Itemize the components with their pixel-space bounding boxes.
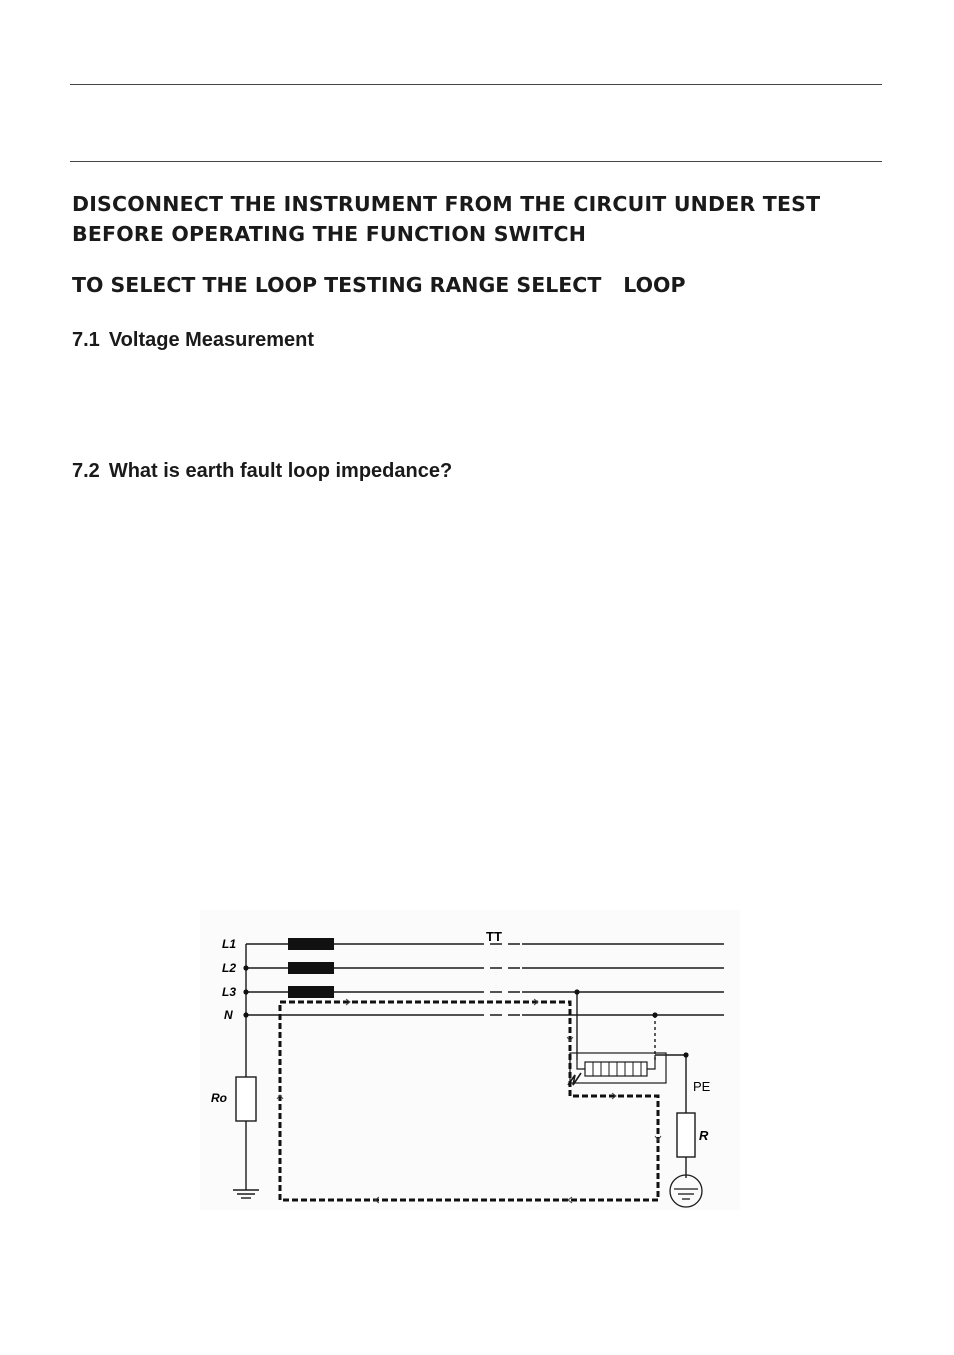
section-title: Voltage Measurement — [108, 329, 315, 351]
select-instruction-text: TO SELECT THE LOOP TESTING RANGE SELECT — [72, 273, 602, 297]
junction-dot — [243, 989, 248, 994]
system-label-tt: TT — [486, 929, 502, 944]
header-rule-top — [70, 84, 882, 85]
phase-fuse-l3 — [288, 986, 334, 998]
junction-dot — [683, 1052, 688, 1057]
header-rule-bottom — [70, 161, 882, 162]
section-heading-loop-impedance — [72, 458, 452, 484]
junction-dot — [652, 1012, 657, 1017]
junction-dot — [243, 1012, 248, 1017]
section-heading-voltage — [72, 327, 314, 353]
label-n: N — [224, 1008, 233, 1022]
select-loop-instruction — [72, 270, 686, 300]
phase-fuse-l1 — [288, 938, 334, 950]
warning-line-1: DISCONNECT THE INSTRUMENT FROM THE CIRCUIT UNDER TEST — [72, 192, 821, 216]
earth-electrode-resistor — [677, 1113, 695, 1157]
label-ro: Ro — [211, 1091, 227, 1105]
loop-range-label: LOOP — [623, 273, 686, 297]
section-number: 7.2 — [72, 460, 100, 482]
section-title: What is earth fault loop impedance? — [108, 460, 453, 482]
label-l2: L2 — [222, 961, 237, 975]
label-r: R — [699, 1128, 709, 1143]
junction-dot — [574, 989, 579, 994]
label-pe: PE — [693, 1079, 711, 1094]
ro-resistor — [236, 1077, 256, 1121]
disconnect-warning — [72, 189, 882, 249]
phase-fuse-l2 — [288, 962, 334, 974]
heating-element — [585, 1062, 647, 1076]
label-l3: L3 — [222, 985, 237, 999]
tt-earth-fault-loop-diagram — [200, 910, 740, 1210]
warning-line-2: BEFORE OPERATING THE FUNCTION SWITCH — [72, 222, 587, 246]
label-l1: L1 — [222, 937, 237, 951]
section-number: 7.1 — [72, 329, 100, 351]
junction-dot — [243, 965, 248, 970]
